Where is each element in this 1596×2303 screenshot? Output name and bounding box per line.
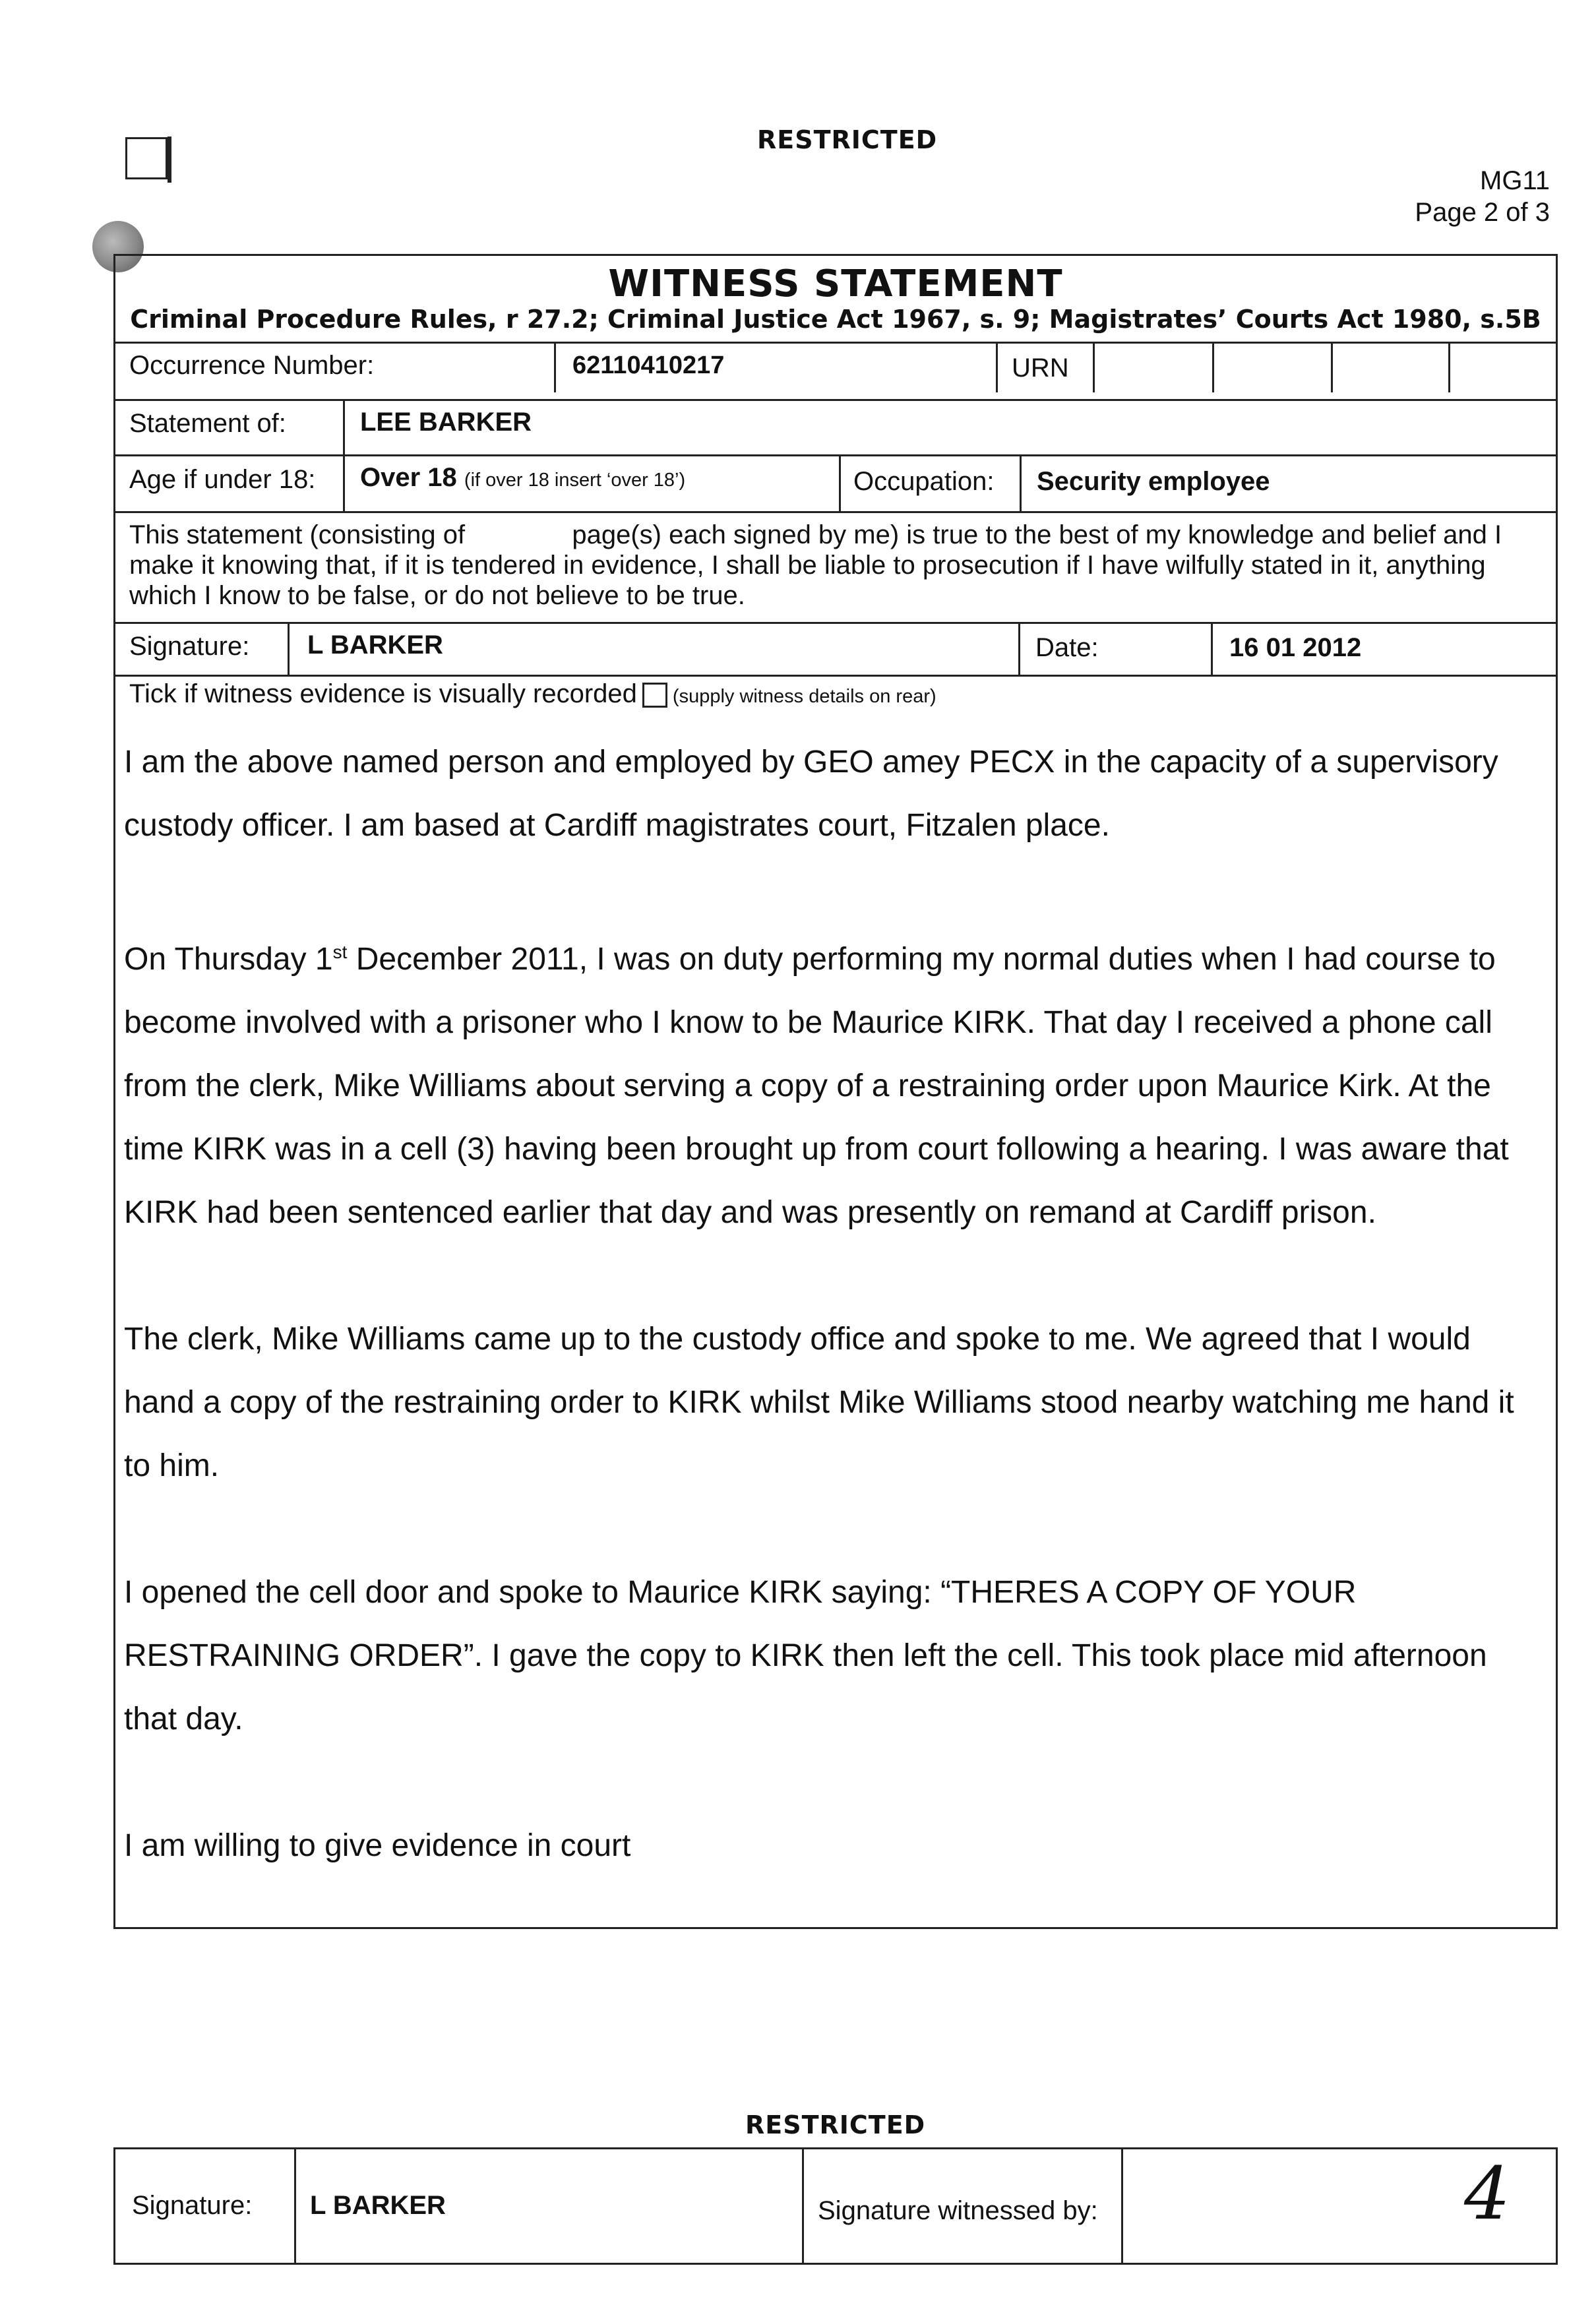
statement-text: On Thursday 1 (124, 942, 333, 977)
statement-of-value[interactable]: LEE BARKER (360, 408, 532, 437)
crest-logo-icon (125, 137, 168, 179)
divider (294, 2147, 296, 2265)
form-subtitle: Criminal Procedure Rules, r 27.2; Criminal Justice Act 1967, s. 9; Magistrates’ Courts Act 1980, s.5B (130, 305, 1541, 334)
statement-body (124, 731, 1542, 1878)
statement-text: December 2011, I was on duty performing my normal duties when I had course to become involved with a prisoner who I know to be Maurice KIRK. That day I received a phone call from the clerk, Mike Williams about serving a copy of a restraining order upon Maurice Kirk. At the time KIRK was in a cell (3) having been brought up from court following a hearing. I was aware that KIRK had been sentenced earlier that day and was presently on remand at Cardiff prison. (124, 942, 1509, 1230)
urn-box-divider (1448, 342, 1450, 392)
urn-box-divider (1093, 342, 1095, 392)
divider (1121, 2147, 1123, 2265)
tick-label: Tick if witness evidence is visually recorded (129, 679, 637, 708)
occupation-label: Occupation: (853, 467, 995, 496)
urn-label: URN (1012, 353, 1069, 383)
date-label: Date: (1035, 633, 1099, 662)
statement-paragraph: I opened the cell door and spoke to Maurice KIRK saying: “THERES A COPY OF YOUR RESTRAINING ORDER”. I gave the copy to KIRK then left the cell. This took place mid afternoon that day. (124, 1575, 1487, 1736)
date-value[interactable]: 16 01 2012 (1229, 633, 1362, 662)
handwritten-page-mark: 4 (1464, 2151, 1510, 2236)
classification-header: RESTRICTED (757, 125, 938, 154)
statement-paragraph: The clerk, Mike Williams came up to the custody office and spoke to me. We agreed that I would hand a copy of the restraining order to KIRK whilst Mike Williams stood nearby watching me hand it to him. (124, 1322, 1514, 1483)
statement-paragraph: I am the above named person and employed by GEO amey PECX in the capacity of a supervisory custody officer. I am based at Cardiff magistrates court, Fitzalen place. (124, 745, 1498, 843)
divider (288, 622, 290, 675)
occupation-value[interactable]: Security employee (1037, 467, 1270, 496)
form-reference (1415, 165, 1550, 228)
age-label: Age if under 18: (129, 465, 316, 494)
witnessed-label: Signature witnessed by: (818, 2196, 1098, 2225)
visually-recorded-checkbox[interactable] (642, 683, 667, 708)
divider (1020, 454, 1022, 511)
divider (1211, 622, 1213, 675)
declaration-text (129, 520, 1547, 611)
footer-signature-label: Signature: (132, 2191, 253, 2220)
urn-box-divider (1331, 342, 1333, 392)
declaration-part1: This statement (consisting of (129, 520, 466, 549)
divider (1018, 622, 1020, 675)
age-value: Over 18 (360, 463, 457, 492)
age-field[interactable] (360, 463, 685, 495)
occurrence-label: Occurrence Number: (129, 351, 375, 380)
age-occupation-row (113, 454, 1558, 511)
divider (554, 342, 556, 392)
statement-of-row (113, 399, 1558, 454)
occurrence-value[interactable]: 62110410217 (572, 352, 725, 379)
ordinal-suffix: st (332, 942, 348, 962)
divider (839, 454, 841, 511)
tick-line (129, 679, 936, 711)
divider (996, 342, 998, 392)
statement-of-label: Statement of: (129, 409, 286, 438)
urn-box-divider (1212, 342, 1214, 392)
signature-label: Signature: (129, 632, 250, 661)
statement-paragraph (124, 921, 1542, 1244)
age-note: (if over 18 insert ‘over 18’) (464, 470, 686, 491)
form-code: MG11 (1480, 166, 1550, 195)
footer-signature-value[interactable]: L BARKER (310, 2191, 446, 2220)
tick-note: (supply witness details on rear) (672, 686, 936, 707)
statement-paragraph: I am willing to give evidence in court (124, 1828, 631, 1863)
page-number: Page 2 of 3 (1415, 198, 1550, 227)
classification-footer: RESTRICTED (745, 2110, 926, 2139)
declaration-part2: page(s) each signed by me) is true to the best of my knowledge and belief and I make it knowing that, if it is tendered in evidence, I shall be liable to prosecution if I have wilfully stated in it, anything which I know to be false, or do not believe to be true. (129, 520, 1502, 610)
form-title: WITNESS STATEMENT (608, 262, 1063, 305)
signature-value[interactable]: L BARKER (307, 630, 443, 660)
divider (802, 2147, 804, 2265)
